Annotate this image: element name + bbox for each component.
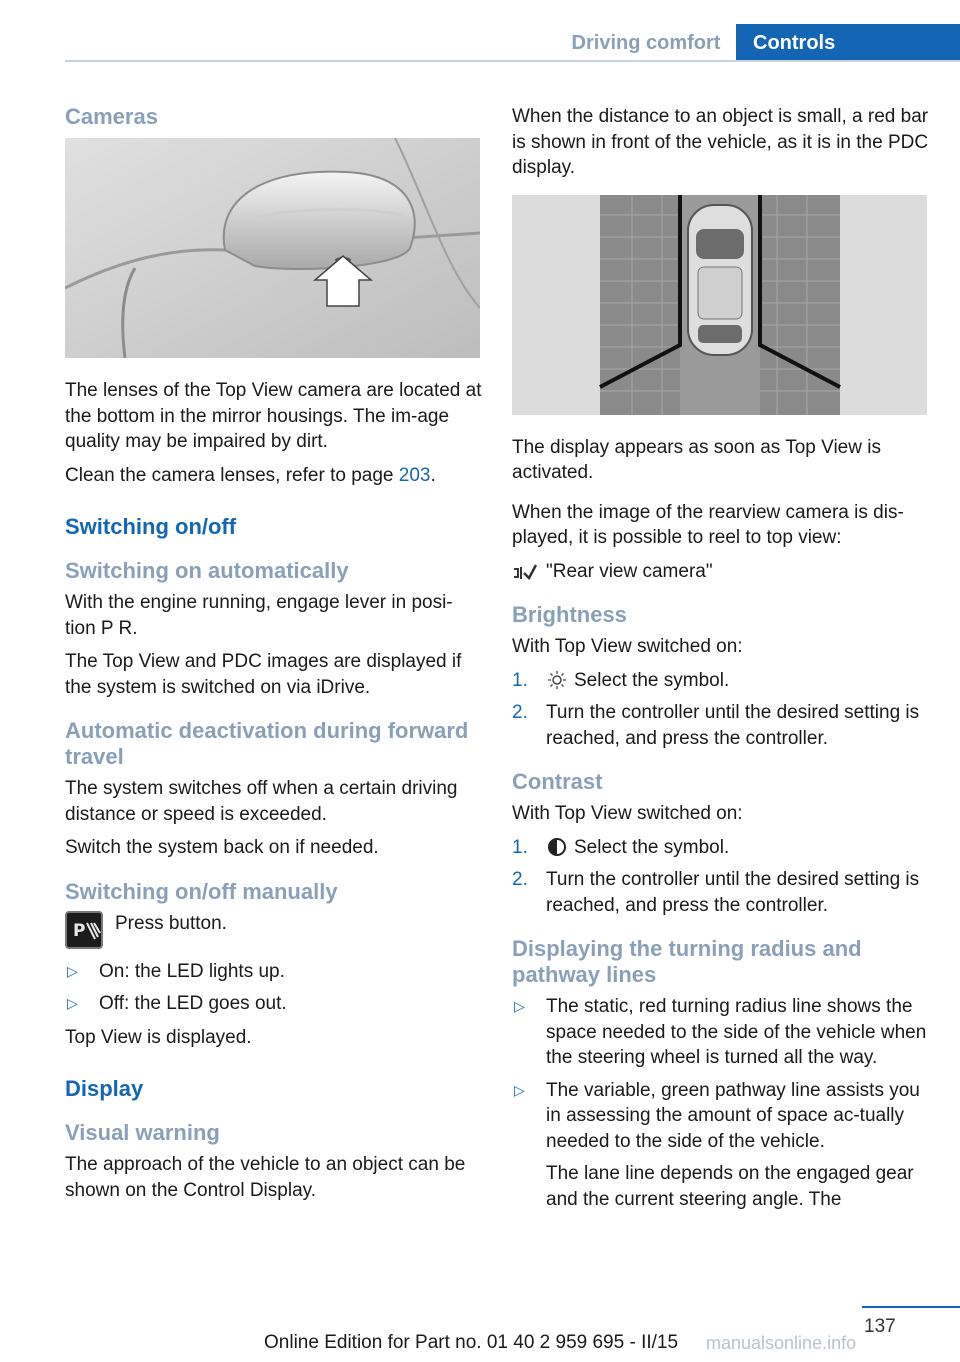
top-view-illustration [512,195,927,415]
contrast-steps [512,835,930,919]
triangle-bullet-icon: ▷ [514,998,525,1014]
list-item [512,867,930,918]
list-item-text: Select the symbol. [574,669,730,691]
list-item-text: Off: the LED goes out. [99,993,287,1014]
cameras-p2-prefix: Clean the camera lenses, refer to page [65,464,399,486]
cameras-paragraph-1: The lenses of the Top View camera are located at the bottom in the mirror housings. The im‐age quality may be impaired by dirt. [65,380,482,452]
list-item-text: The static, red turning radius line shows the space needed to the side of the vehicle when the steering wheel is turned all the way. [546,996,927,1068]
list-item [512,700,930,751]
list-item [65,991,483,1017]
manual-heading: Switching on/off manually [65,878,338,904]
edition-text: Online Edition for Part no. 01 40 2 959 695 - II/15 [264,1332,679,1353]
switching-heading: Switching on/off [65,514,237,539]
step-number: 1. [512,836,528,858]
header-chapter-tab[interactable]: Controls [736,24,960,62]
manual-after-text: Top View is displayed. [65,1026,252,1048]
turning-radius-list [512,994,930,1212]
contrast-icon [546,837,568,857]
auto-on-heading: Switching on automatically [65,558,349,583]
step-number: 2. [512,869,528,890]
auto-on-paragraph-1: With the engine running, engage lever in posi‐tion P R. [65,592,453,639]
rear-view-camera-icon [512,561,538,583]
auto-on-paragraph-2: The Top View and PDC images are displayed if the system is switched on via iDrive. [65,651,462,698]
rear-view-camera-line [512,559,930,585]
cameras-heading: Cameras [65,104,158,129]
mirror-camera-figure [65,138,480,358]
contrast-intro: With Top View switched on: [512,803,743,824]
list-item [512,835,930,861]
turning-radius-heading: Displaying the turning radius and pathway lines [512,936,862,987]
display-paragraph-2: When the image of the rearview camera is dis‐played, it is possible to reel to top view: [512,501,904,548]
svg-text:P: P [73,920,86,941]
auto-off-paragraph-1: The system switches off when a certain driving distance or speed is exceeded. [65,778,458,825]
display-paragraph-1: The display appears as soon as Top View is activated. [512,436,881,483]
page-number: 137 [864,1316,896,1337]
list-item [512,1078,930,1213]
step-number: 2. [512,702,528,723]
top-view-display-figure [512,195,927,415]
display-heading: Display [65,1076,144,1101]
parking-camera-button-icon [65,911,103,949]
step-number: 1. [512,669,528,691]
list-item-text: The variable, green pathway line assists you in assessing the amount of space ac‐tually needed to the side of the vehicle. [546,1079,920,1152]
press-button-line [65,911,483,949]
left-column [65,100,483,1211]
brightness-sun-icon [546,670,568,690]
brightness-intro: With Top View switched on: [512,636,743,657]
mirror-illustration [65,138,480,358]
list-item [65,959,483,985]
page-link-203[interactable]: 203 [398,464,431,486]
watermark: manualsonline.info [706,1333,857,1353]
auto-off-heading: Automatic deactivation during forward travel [65,718,469,769]
auto-off-paragraph-2: Switch the system back on if needed. [65,837,379,858]
list-item-text: Turn the controller until the desired setting is reached, and press the controller. [546,869,920,916]
list-item [512,668,930,694]
brightness-steps [512,668,930,752]
brightness-heading: Brightness [512,602,627,627]
triangle-bullet-icon: ▷ [67,962,78,979]
right-column [512,100,930,1220]
footer-divider [862,1306,960,1308]
list-item-text: Select the symbol. [574,836,730,858]
list-item-text: Turn the controller until the desired setting is reached, and press the controller. [546,702,920,749]
header-divider [65,60,960,62]
distance-paragraph: When the distance to an object is small, a red bar is shown in front of the vehicle, as it is in the PDC display. [512,106,929,178]
visual-warning-paragraph: The approach of the vehicle to an object can be shown on the Control Display. [65,1154,466,1201]
press-button-text: Press button. [115,912,227,934]
manual-list [65,959,483,1017]
list-item-continuation: The lane line depends on the engaged gear and the current steering angle. The [546,1163,914,1210]
header-section-title: Driving comfort [571,32,721,54]
list-item-text: On: the LED lights up. [99,960,285,982]
triangle-bullet-icon: ▷ [514,1081,525,1098]
contrast-heading: Contrast [512,769,603,794]
rear-view-camera-label: "Rear view camera" [546,560,713,582]
cameras-p2-suffix: . [430,464,436,486]
triangle-bullet-icon: ▷ [67,995,78,1011]
list-item [512,994,930,1071]
visual-warning-heading: Visual warning [65,1120,220,1145]
cameras-paragraph-2 [65,463,483,489]
page-header [0,24,960,62]
